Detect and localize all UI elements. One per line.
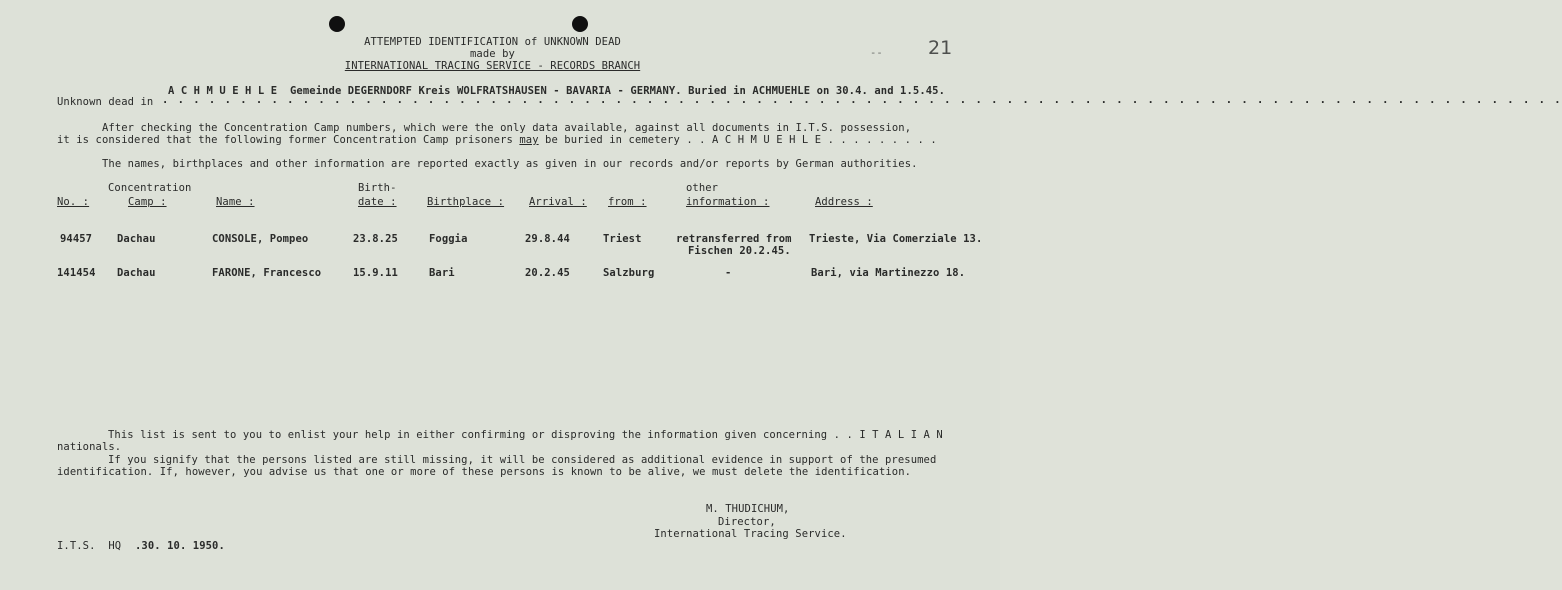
header-birthdate-top: Birth- [358, 182, 397, 194]
column-header-name: Name : [216, 196, 255, 208]
intro-may: may [519, 134, 539, 146]
signature-organization: International Tracing Service. [654, 528, 847, 540]
cell-address: Trieste, Via Comerziale 13. [809, 233, 983, 245]
cell-other-1: - [725, 267, 732, 279]
footer-line-4: identification. If, however, you advise us that one or more of these persons is known to be alive, we must delete the identification. [57, 466, 912, 478]
cell-camp: Dachau [117, 267, 156, 279]
header-made-by: made by [470, 48, 515, 60]
cell-birthdate: 23.8.25 [353, 233, 398, 245]
cell-name: CONSOLE, Pompeo [212, 233, 309, 245]
signature-name: M. THUDICHUM, [706, 503, 790, 515]
footer-line-1: This list is sent to you to enlist your help in either confirming or disproving the information given concerning . . I T A L I A N [108, 429, 943, 441]
intro-line-2 [57, 134, 937, 146]
column-header-address: Address : [815, 196, 873, 208]
punch-hole-left [329, 16, 345, 32]
intro-line-2b: be buried in cemetery . . A C H M U E H L E . . . . . . . . . [545, 134, 937, 146]
column-header-no: No. : [57, 196, 90, 208]
page-number: 21 [928, 37, 953, 59]
cell-camp: Dachau [117, 233, 156, 245]
cell-arrival: 20.2.45 [525, 267, 570, 279]
issued-date: .30. 10. 1950. [135, 540, 225, 552]
unknown-dead-label: Unknown dead in [57, 96, 154, 108]
cell-from: Triest [603, 233, 642, 245]
cell-birthdate: 15.9.11 [353, 267, 398, 279]
header-other-top: other [686, 182, 719, 194]
footer-line-3: If you signify that the persons listed are still missing, it will be considered as additional evidence in support of the presumed [108, 454, 937, 466]
signature-title: Director, [718, 516, 776, 528]
intro-line-2a: it is considered that the following former Concentration Camp prisoners [57, 134, 513, 146]
cell-from: Salzburg [603, 267, 655, 279]
burial-location: A C H M U E H L E Gemeinde DEGERNDORF Kreis WOLFRATSHAUSEN - BAVARIA - GERMANY. Buried in ACHMUEHLE on 30.4. and 1.5.45. [168, 85, 946, 97]
intro-line-3: The names, birthplaces and other information are reported exactly as given in our records and/or reports by German authorities. [102, 158, 918, 170]
dotted-leader: . . . . . . . . . . . . . . . . . . . . . . . . . . . . . . . . . . . . . . . . . . . . . . . . . . . . . . . . . . . . . . . . . . . . . . . . . . . . . . . . . . . . . . . . . . [162, 94, 1562, 106]
cell-no: 94457 [60, 233, 93, 245]
column-header-camp: Camp : [128, 196, 167, 208]
column-header-from: from : [608, 196, 647, 208]
issued-label: I.T.S. HQ [57, 540, 122, 552]
header-camp-top: Concentration [108, 182, 192, 194]
cell-birthplace: Foggia [429, 233, 468, 245]
cell-name: FARONE, Francesco [212, 267, 322, 279]
intro-line-1: After checking the Concentration Camp numbers, which were the only data available, against all documents in I.T.S. possession, [102, 122, 912, 134]
cell-address: Bari, via Martinezzo 18. [811, 267, 966, 279]
page-dash: -- [870, 47, 883, 59]
header-title: ATTEMPTED IDENTIFICATION of UNKNOWN DEAD [364, 36, 621, 48]
column-header-arrival: Arrival : [529, 196, 587, 208]
column-header-birthplace: Birthplace : [427, 196, 505, 208]
header-organization: INTERNATIONAL TRACING SERVICE - RECORDS BRANCH [344, 60, 641, 72]
column-header-other: information : [686, 196, 770, 208]
cell-birthplace: Bari [429, 267, 455, 279]
punch-hole-right [572, 16, 588, 32]
cell-no: 141454 [57, 267, 96, 279]
cell-arrival: 29.8.44 [525, 233, 570, 245]
cell-other-2: Fischen 20.2.45. [688, 245, 791, 257]
column-header-birthdate: date : [358, 196, 397, 208]
footer-line-2: nationals. [57, 441, 122, 453]
cell-other-1: retransferred from [676, 233, 792, 245]
